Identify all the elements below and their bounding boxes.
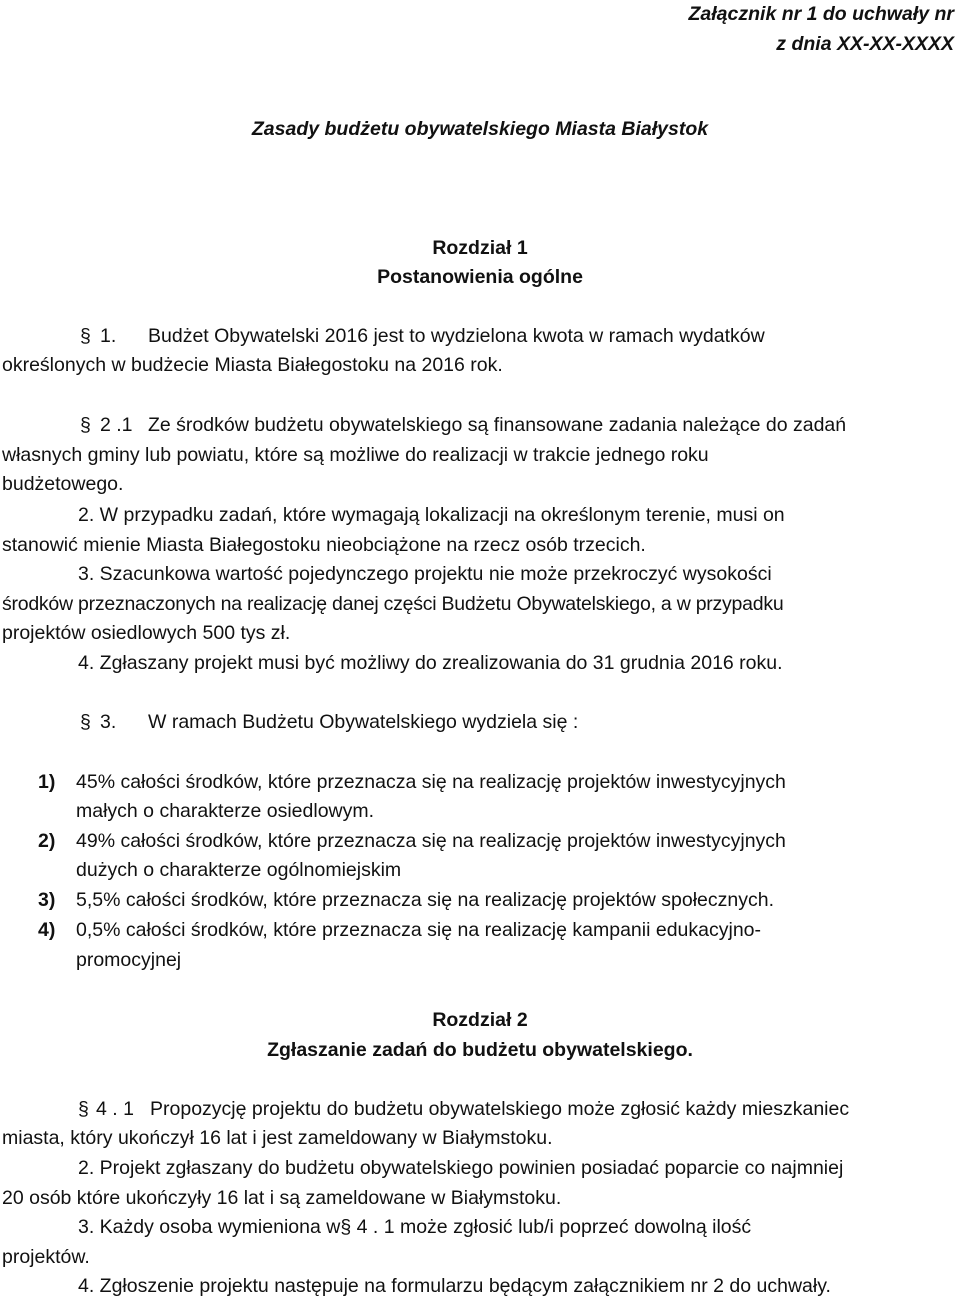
section-4-p1-line-1: Propozycję projektu do budżetu obywatelskiego może zgłosić każdy mieszkaniec — [150, 1098, 850, 1120]
section-4-p3-text-a: 3. Każdy osoba wymieniona w — [78, 1216, 341, 1238]
document-title: Zasady budżetu obywatelskiego Miasta Białystok — [251, 118, 709, 140]
section-4-p1-line-2: miasta, który ukończył 16 lat i jest zameldowany w Białymstoku. — [2, 1127, 553, 1149]
list-item-1-number: 1) — [38, 771, 56, 793]
annex-title: Załącznik nr 1 do uchwały nr — [688, 3, 954, 25]
list-item-1-line-1: 45% całości środków, które przeznacza się na realizację projektów inwestycyjnych — [76, 771, 786, 793]
section-sign: § — [78, 1098, 89, 1120]
section-sign: § — [80, 711, 91, 733]
section-4-p4-line-1: 4. Zgłoszenie projektu następuje na formularzu będącym załącznikiem nr 2 do uchwały. — [78, 1275, 831, 1297]
section-2-p3-line-2: środków przeznaczonych na realizację danej części Budżetu Obywatelskiego, a w przypadku — [2, 593, 784, 615]
section-4-number: 4 . 1 — [96, 1098, 134, 1120]
section-3-number: 3. — [100, 711, 117, 733]
section-4-p3-text-b: może zgłosić lub/i poprzeć dowolną ilość — [399, 1216, 752, 1238]
chapter-1-subheading: Postanowienia ogólne — [377, 266, 583, 288]
section-3-text: W ramach Budżetu Obywatelskiego wydziela się : — [148, 711, 579, 733]
list-item-3-number: 3) — [38, 889, 56, 911]
list-item-2-number: 2) — [38, 830, 56, 852]
section-2-p1-line-1: Ze środków budżetu obywatelskiego są finansowane zadania należące do zadań — [148, 414, 847, 436]
list-item-2-line-2: dużych o charakterze ogólnomiejskim — [76, 859, 402, 881]
list-item-4-line-2: promocyjnej — [76, 949, 182, 971]
chapter-2-heading: Rozdział 2 — [432, 1009, 528, 1031]
section-2-p4-line-1: 4. Zgłaszany projekt musi być możliwy do zrealizowania do 31 grudnia 2016 roku. — [78, 652, 783, 674]
section-1-line-2: określonych w budżecie Miasta Białegostoku na 2016 rok. — [2, 354, 503, 376]
section-4-p2-line-2: 20 osób które ukończyły 16 lat i są zameldowane w Białymstoku. — [2, 1187, 562, 1209]
section-4-p3-line-1 — [78, 1213, 751, 1243]
section-2-p2-line-1: 2. W przypadku zadań, które wymagają lokalizacji na określonym terenie, musi on — [78, 504, 785, 526]
section-2-p2-line-2: stanowić mienie Miasta Białegostoku nieobciążone na rzecz osób trzecich. — [2, 534, 646, 556]
section-2-p1-line-2: własnych gminy lub powiatu, które są możliwe do realizacji w trakcie jednego roku — [2, 444, 709, 466]
list-item-1-line-2: małych o charakterze osiedlowym. — [76, 800, 375, 822]
section-1-line-1: Budżet Obywatelski 2016 jest to wydzielona kwota w ramach wydatków — [148, 325, 765, 347]
list-item-4-line-1: 0,5% całości środków, które przeznacza się na realizację kampanii edukacyjno- — [76, 919, 762, 941]
section-2-number: 2 .1 — [100, 414, 133, 436]
section-sign: § — [340, 1216, 352, 1238]
chapter-2-subheading: Zgłaszanie zadań do budżetu obywatelskiego. — [267, 1039, 693, 1061]
section-4-p3-line-2: projektów. — [2, 1246, 90, 1268]
section-4-p2-line-1: 2. Projekt zgłaszany do budżetu obywatelskiego powinien posiadać poparcie co najmniej — [78, 1157, 844, 1179]
section-1-number: 1. — [100, 325, 117, 347]
list-item-3-line-1: 5,5% całości środków, które przeznacza się na realizację projektów społecznych. — [76, 889, 775, 911]
section-sign: § — [80, 414, 91, 436]
section-2-p1-line-3: budżetowego. — [2, 473, 124, 495]
annex-date: z dnia XX-XX-XXXX — [776, 33, 954, 55]
section-2-p3-line-1: 3. Szacunkowa wartość pojedynczego projektu nie może przekroczyć wysokości — [78, 563, 772, 585]
section-sign: § — [80, 325, 91, 347]
list-item-2-line-1: 49% całości środków, które przeznacza się na realizację projektów inwestycyjnych — [76, 830, 786, 852]
section-4-p3-reference: 4 . 1 — [356, 1216, 395, 1238]
chapter-1-heading: Rozdział 1 — [432, 237, 528, 259]
section-2-p3-line-3: projektów osiedlowych 500 tys zł. — [2, 622, 291, 644]
list-item-4-number: 4) — [38, 919, 56, 941]
